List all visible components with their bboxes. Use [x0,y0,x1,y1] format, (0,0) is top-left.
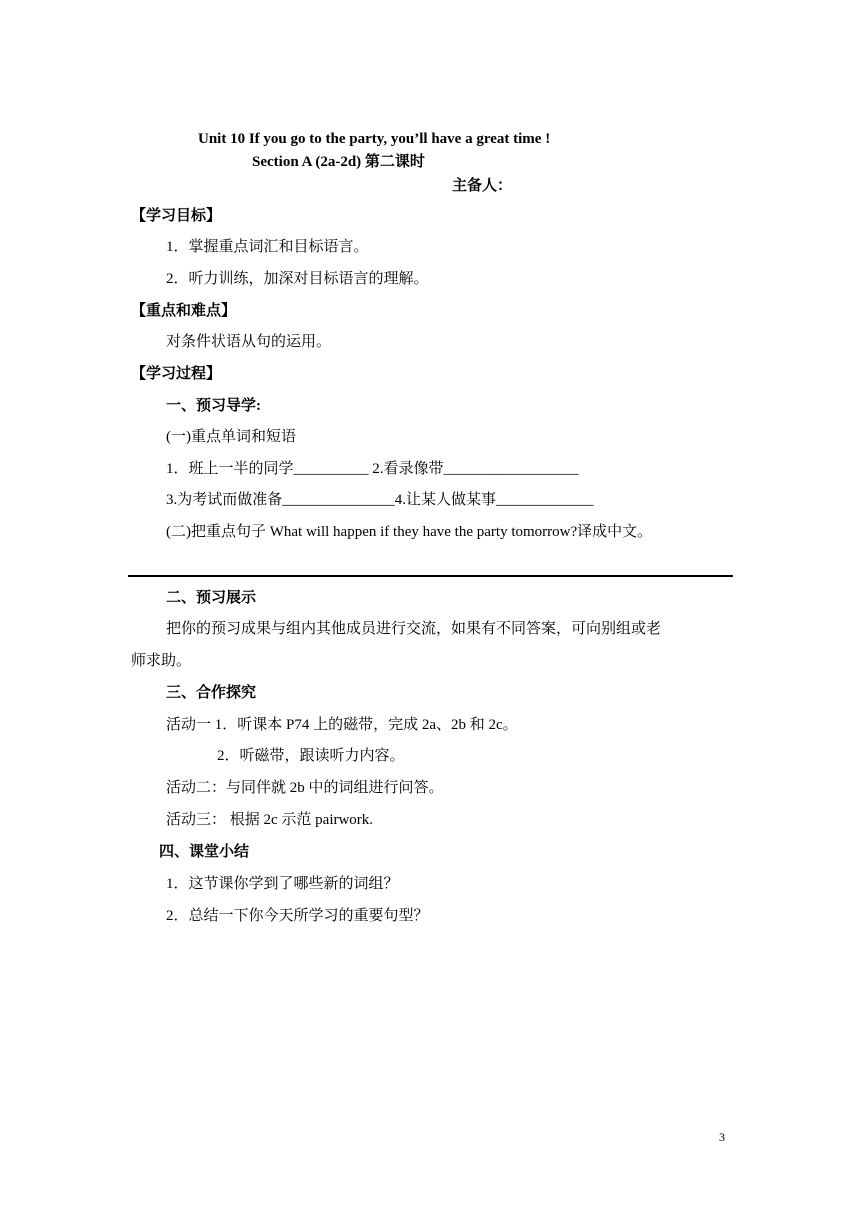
page-number: 3 [719,1130,725,1144]
goal-item-1: 1．掌握重点词汇和目标语言。 [166,239,369,255]
goals-heading: 【学习目标】 [131,208,222,224]
activity-3: 活动三： 根据 2c 示范 pairwork. [166,812,374,828]
activity-1b: 2．听磁带，跟读听力内容。 [217,748,405,764]
section4-heading: 四、课堂小结 [159,844,250,860]
preview-heading: 一、预习导学: [166,398,261,414]
vocab-heading: (一)重点单词和短语 [166,429,296,445]
doc-subtitle: Section A (2a-2d) 第二课时 [252,154,425,170]
key-points-text: 对条件状语从句的运用。 [166,334,332,350]
goal-item-2: 2．听力训练，加深对目标语言的理解。 [166,271,429,287]
vocab-line-2: 3.为考试而做准备_______________4.让某人做某事_____________ [166,492,594,508]
key-points-heading: 【重点和难点】 [131,303,237,319]
section2-heading: 二、预习展示 [166,590,257,606]
activity-2: 活动二：与同伴就 2b 中的词组进行问答。 [166,780,444,796]
summary-item-1: 1．这节课你学到了哪些新的词组？ [166,876,399,892]
doc-title: Unit 10 If you go to the party, you’ll have a great time ! [198,131,551,147]
summary-item-2: 2．总结一下你今天所学习的重要句型？ [166,908,429,924]
section3-heading: 三、合作探究 [166,685,257,701]
author-label: 主备人： [452,178,513,194]
section2-line-2: 师求助。 [131,653,192,669]
section-divider [128,575,733,577]
process-heading: 【学习过程】 [131,366,222,382]
section2-line-1: 把你的预习成果与组内其他成员进行交流，如果有不同答案，可向别组或老 [166,621,662,637]
activity-1a: 活动一 1．听课本 P74 上的磁带，完成 2a、2b 和 2c。 [166,717,518,733]
sentence-task: (二)把重点句子 What will happen if they have the party tomorrow?译成中文。 [166,524,653,540]
vocab-line-1: 1．班上一半的同学__________ 2.看录像带__________________ [166,461,579,477]
